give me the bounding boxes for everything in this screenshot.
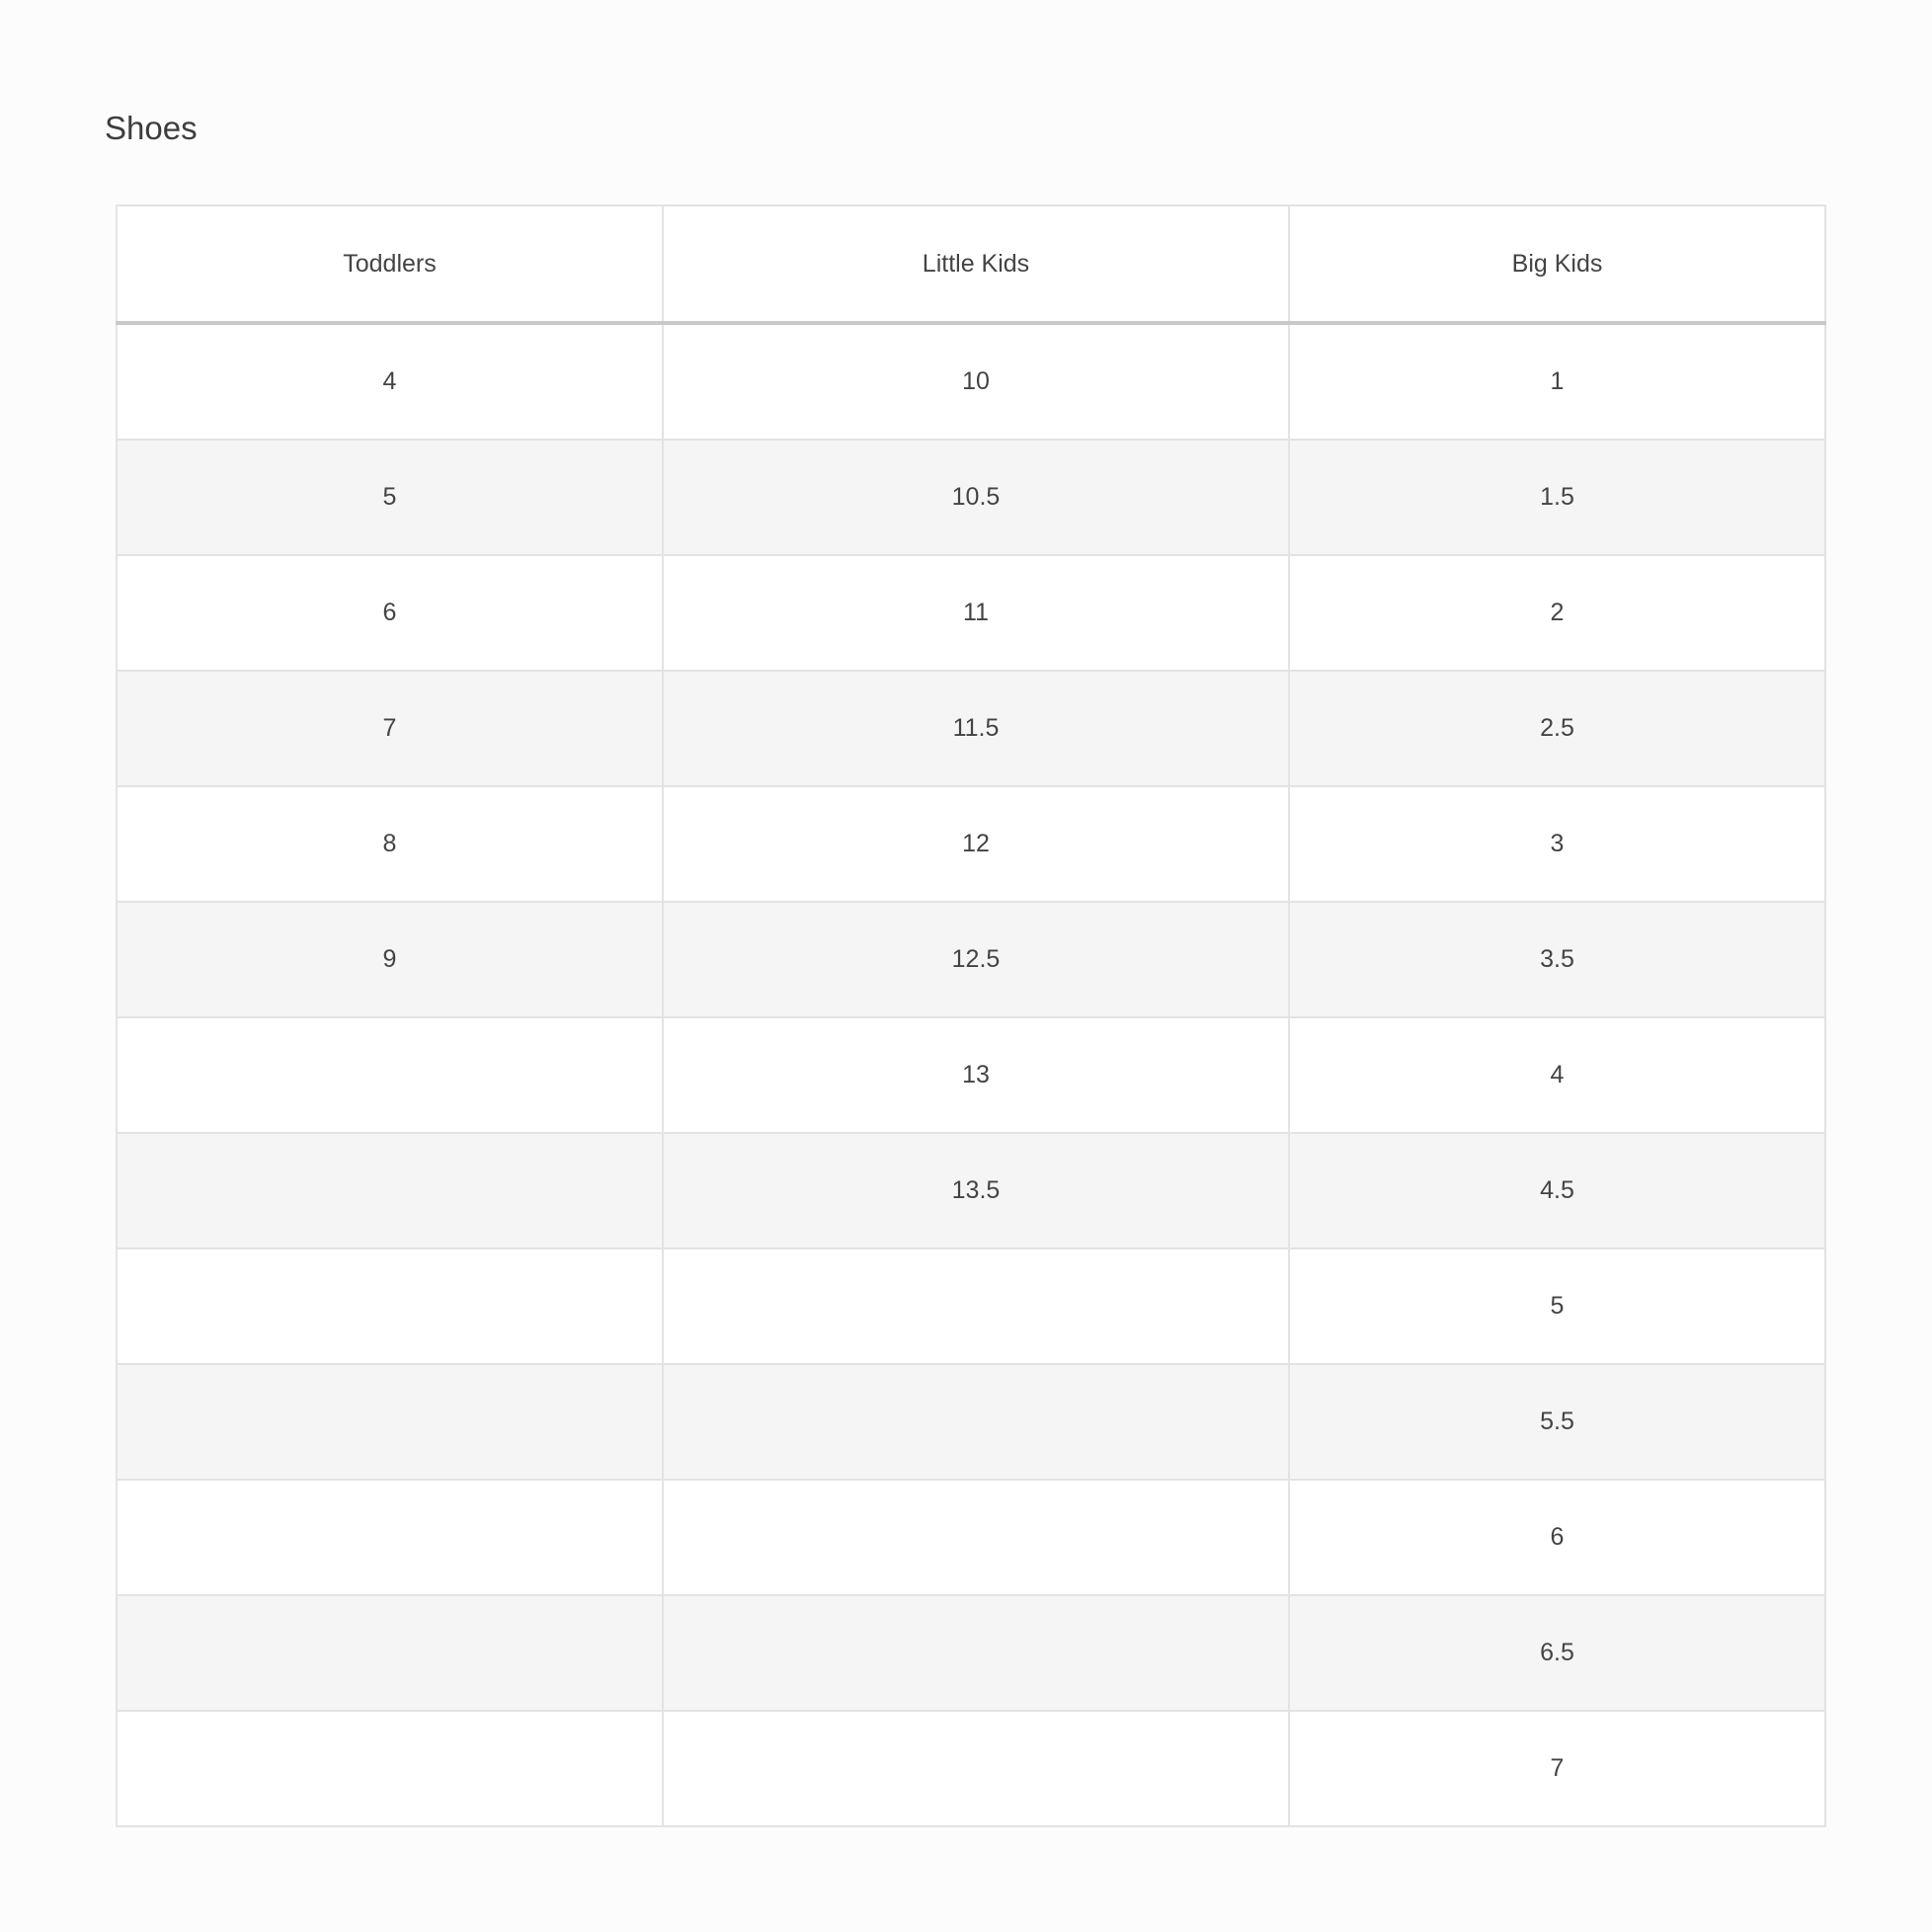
toddlers-size-cell: 4 xyxy=(117,323,663,440)
toddlers-size-cell: 6 xyxy=(117,555,663,671)
big-kids-size-cell: 6 xyxy=(1289,1480,1825,1595)
toddlers-size-cell: 8 xyxy=(117,786,663,902)
big-kids-size-cell: 5 xyxy=(1289,1248,1825,1364)
table-row xyxy=(117,1595,1825,1711)
big-kids-size-cell: 1 xyxy=(1289,323,1825,440)
big-kids-size-cell: 3 xyxy=(1289,786,1825,902)
table-row xyxy=(117,671,1825,786)
big-kids-size-cell: 5.5 xyxy=(1289,1364,1825,1480)
toddlers-size-cell xyxy=(117,1480,663,1595)
column-header-big-kids: Big Kids xyxy=(1289,205,1825,323)
table-row xyxy=(117,555,1825,671)
toddlers-size-cell xyxy=(117,1711,663,1826)
toddlers-size-cell xyxy=(117,1595,663,1711)
toddlers-size-cell xyxy=(117,1248,663,1364)
little-kids-size-cell: 11 xyxy=(663,555,1289,671)
table-row xyxy=(117,1364,1825,1480)
little-kids-size-cell: 10.5 xyxy=(663,440,1289,555)
big-kids-size-cell: 7 xyxy=(1289,1711,1825,1826)
little-kids-size-cell: 12 xyxy=(663,786,1289,902)
little-kids-size-cell xyxy=(663,1248,1289,1364)
little-kids-size-cell xyxy=(663,1364,1289,1480)
little-kids-size-cell: 12.5 xyxy=(663,902,1289,1017)
little-kids-size-cell: 10 xyxy=(663,323,1289,440)
table-row xyxy=(117,1017,1825,1133)
big-kids-size-cell: 4 xyxy=(1289,1017,1825,1133)
big-kids-size-cell: 2 xyxy=(1289,555,1825,671)
table-row xyxy=(117,323,1825,440)
big-kids-size-cell: 3.5 xyxy=(1289,902,1825,1017)
size-chart-table xyxy=(116,204,1826,1827)
table-row xyxy=(117,786,1825,902)
little-kids-size-cell: 11.5 xyxy=(663,671,1289,786)
little-kids-size-cell xyxy=(663,1711,1289,1826)
big-kids-size-cell: 2.5 xyxy=(1289,671,1825,786)
table-row xyxy=(117,1480,1825,1595)
toddlers-size-cell xyxy=(117,1017,663,1133)
table-row xyxy=(117,1711,1825,1826)
little-kids-size-cell: 13 xyxy=(663,1017,1289,1133)
toddlers-size-cell xyxy=(117,1133,663,1248)
little-kids-size-cell xyxy=(663,1480,1289,1595)
table-row xyxy=(117,1248,1825,1364)
toddlers-size-cell: 7 xyxy=(117,671,663,786)
table-row xyxy=(117,440,1825,555)
toddlers-size-cell xyxy=(117,1364,663,1480)
toddlers-size-cell: 9 xyxy=(117,902,663,1017)
big-kids-size-cell: 6.5 xyxy=(1289,1595,1825,1711)
table-header-row xyxy=(117,205,1825,323)
big-kids-size-cell: 1.5 xyxy=(1289,440,1825,555)
page-title: Shoes xyxy=(105,110,198,146)
column-header-little-kids: Little Kids xyxy=(663,205,1289,323)
little-kids-size-cell: 13.5 xyxy=(663,1133,1289,1248)
little-kids-size-cell xyxy=(663,1595,1289,1711)
big-kids-size-cell: 4.5 xyxy=(1289,1133,1825,1248)
table-row xyxy=(117,1133,1825,1248)
column-header-toddlers: Toddlers xyxy=(117,205,663,323)
table-row xyxy=(117,902,1825,1017)
toddlers-size-cell: 5 xyxy=(117,440,663,555)
